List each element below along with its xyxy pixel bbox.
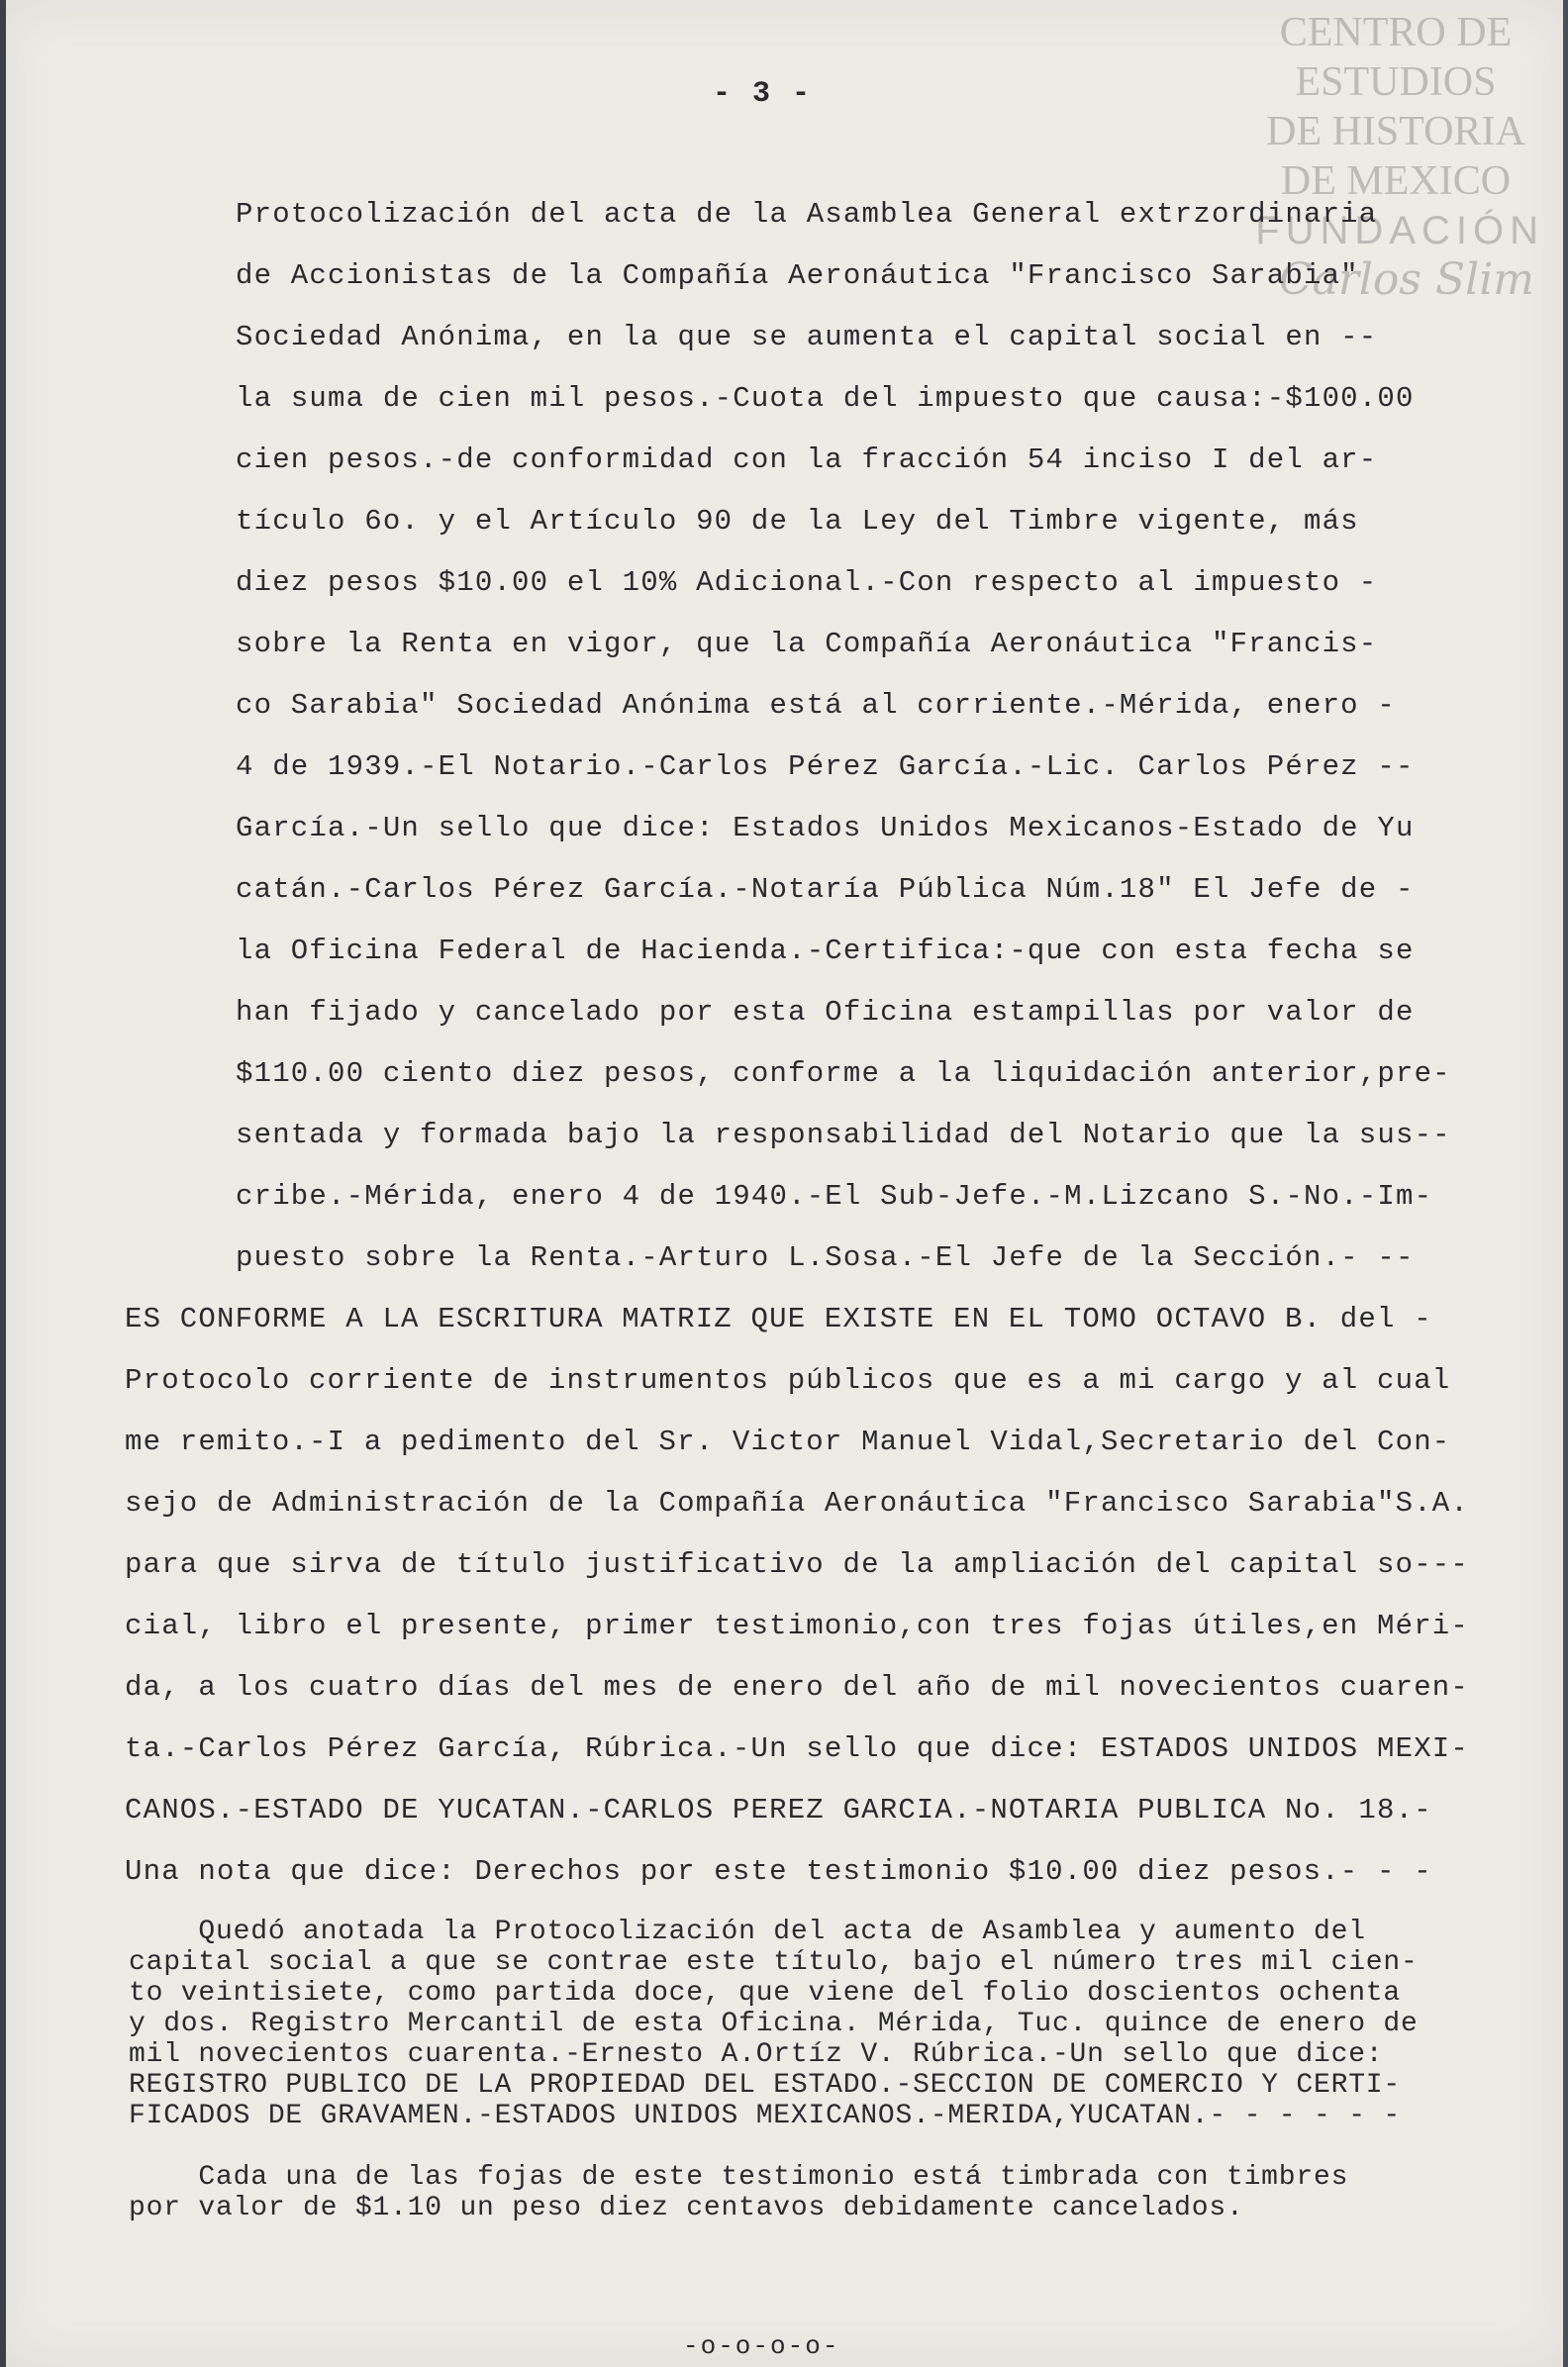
text-line: ta.-Carlos Pérez García, Rúbrica.-Un sello que dice: ESTADOS UNIDOS MEXI- — [125, 1732, 1470, 1765]
text-line: Quedó anotada la Protocolización del acta de Asamblea y aumento del — [129, 1917, 1366, 1947]
text-line: la Oficina Federal de Hacienda.-Certifica:-que con esta fecha se — [236, 935, 1415, 967]
text-line: Protocolo corriente de instrumentos públicos que es a mi cargo y al cual — [125, 1364, 1451, 1397]
text-line: de Accionistas de la Compañía Aeronáutica "Francisco Sarabia" — [236, 259, 1359, 292]
text-line: REGISTRO PUBLICO DE LA PROPIEDAD DEL ESTADO.-SECCION DE COMERCIO Y CERTI- — [129, 2070, 1401, 2101]
text-line: la suma de cien mil pesos.-Cuota del impuesto que causa:-$100.00 — [236, 382, 1415, 415]
text-line: cien pesos.-de conformidad con la fracción 54 inciso I del ar- — [236, 444, 1378, 476]
text-line: sejo de Administración de la Compañía Aeronáutica "Francisco Sarabia"S.A. — [125, 1487, 1470, 1520]
text-line: capital social a que se contrae este título, bajo el número tres mil cien- — [129, 1947, 1419, 1978]
watermark-line: ESTUDIOS — [1295, 59, 1497, 105]
text-line: tículo 6o. y el Artículo 90 de la Ley del Timbre vigente, más — [236, 505, 1359, 538]
watermark-line: CENTRO DE — [1279, 10, 1513, 55]
text-line: mil novecientos cuarenta.-Ernesto A.Ortíz V. Rúbrica.-Un sello que dice: — [129, 2039, 1384, 2070]
text-line: Protocolización del acta de la Asamblea General extrzordinaria — [236, 198, 1378, 231]
text-line: da, a los cuatro días del mes de enero del año de mil novecientos cuaren- — [125, 1671, 1470, 1704]
text-line: por valor de $1.10 un peso diez centavos debidamente cancelados. — [129, 2193, 1244, 2223]
page-number: - 3 - — [713, 77, 813, 111]
text-line: 4 de 1939.-El Notario.-Carlos Pérez García.-Lic. Carlos Pérez -- — [236, 750, 1415, 783]
text-line: FICADOS DE GRAVAMEN.-ESTADOS UNIDOS MEXICANOS.-MERIDA,YUCATAN.- - - - - - — [129, 2101, 1401, 2131]
scan-edge-right — [1563, 0, 1568, 2367]
text-line: to veintisiete, como partida doce, que viene del folio doscientos ochenta — [129, 1978, 1401, 2009]
watermark-line: DE MEXICO — [1280, 158, 1512, 204]
text-line: Cada una de las fojas de este testimonio está timbrada con timbres — [129, 2162, 1349, 2193]
text-line: puesto sobre la Renta.-Arturo L.Sosa.-El Jefe de la Sección.- -- — [236, 1241, 1415, 1274]
text-line: co Sarabia" Sociedad Anónima está al corriente.-Mérida, enero - — [236, 689, 1396, 722]
text-line: sentada y formada bajo la responsabilidad del Notario que la sus-- — [236, 1119, 1451, 1151]
text-line: cribe.-Mérida, enero 4 de 1940.-El Sub-Jefe.-M.Lizcano S.-No.-Im- — [236, 1180, 1433, 1213]
text-line: me remito.-I a pedimento del Sr. Victor Manuel Vidal,Secretario del Con- — [125, 1426, 1451, 1458]
watermark-line: DE HISTORIA — [1266, 109, 1525, 154]
text-line: García.-Un sello que dice: Estados Unidos Mexicanos-Estado de Yu — [236, 812, 1415, 844]
text-line: $110.00 ciento diez pesos, conforme a la liquidación anterior,pre- — [236, 1057, 1451, 1090]
text-line: Sociedad Anónima, en la que se aumenta el capital social en -- — [236, 321, 1378, 353]
text-line: CANOS.-ESTADO DE YUCATAN.-CARLOS PEREZ GARCIA.-NOTARIA PUBLICA No. 18.- — [125, 1794, 1432, 1826]
text-line: diez pesos $10.00 el 10% Adicional.-Con respecto al impuesto - — [236, 566, 1378, 599]
text-line: para que sirva de título justificativo de la ampliación del capital so--- — [125, 1548, 1470, 1581]
text-line: ES CONFORME A LA ESCRITURA MATRIZ QUE EXISTE EN EL TOMO OCTAVO B. del - — [125, 1303, 1432, 1335]
text-line: sobre la Renta en vigor, que la Compañía Aeronáutica "Francis- — [236, 628, 1378, 660]
text-line: y dos. Registro Mercantil de esta Oficina. Mérida, Tuc. quince de enero de — [129, 2009, 1419, 2039]
text-line: catán.-Carlos Pérez García.-Notaría Pública Núm.18" El Jefe de - — [236, 873, 1415, 906]
watermark-signature: Carlos Slim — [1278, 254, 1534, 305]
ending-mark: -o-o-o-o- — [683, 2331, 840, 2361]
text-line: cial, libro el presente, primer testimonio,con tres fojas útiles,en Méri- — [125, 1610, 1470, 1642]
watermark-fundacion: FUNDACIÓN — [1255, 209, 1544, 252]
scan-edge-left — [0, 0, 6, 2367]
text-line: Una nota que dice: Derechos por este testimonio $10.00 diez pesos.- - - — [125, 1855, 1432, 1888]
text-line: han fijado y cancelado por esta Oficina estampillas por valor de — [236, 996, 1415, 1029]
